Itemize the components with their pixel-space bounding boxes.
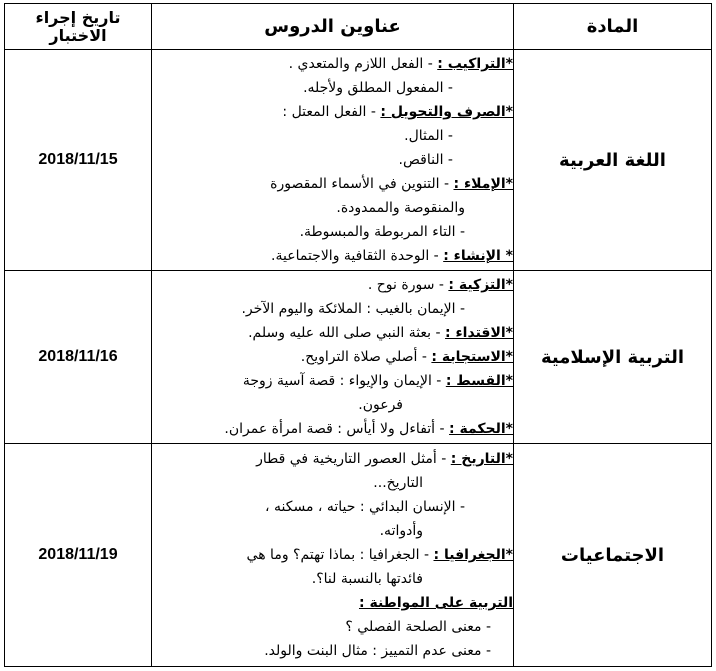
lesson-category: *الحكمة : [449, 421, 513, 437]
lesson-text: - الناقص. [398, 152, 453, 168]
lesson-line [152, 273, 513, 297]
lesson-text: - المثال. [404, 128, 453, 144]
lesson-text: - التاء المربوطة والمبسوطة. [299, 224, 465, 240]
lesson-category: *الاستجابة : [431, 349, 513, 365]
lesson-text: - معنى عدم التمييز : مثال البنت والولد. [264, 643, 491, 659]
exam-date-cell: 2018/11/16 [5, 271, 152, 444]
lesson-line [152, 567, 513, 591]
lesson-line [152, 100, 513, 124]
lesson-category: * الإنشاء : [443, 248, 513, 264]
header-subject: المادة [514, 4, 712, 50]
lesson-text: - معنى الصلحة الفصلي ؟ [345, 619, 491, 635]
header-row [5, 4, 712, 50]
subject-cell: الاجتماعيات [514, 444, 712, 667]
header-exam-date: تاريخ إجراء الاختبار [5, 4, 152, 50]
lesson-category: التربية على المواطنة : [358, 595, 513, 611]
lesson-text: - بعثة النبي صلى الله عليه وسلم. [248, 325, 446, 341]
lesson-line [152, 220, 513, 244]
lesson-text: - أتفاءل ولا أيأس : قصة امرأة عمران. [224, 421, 450, 437]
lesson-line [152, 345, 513, 369]
lesson-line [152, 369, 513, 393]
lesson-line [152, 124, 513, 148]
table-row [5, 271, 712, 444]
lesson-line [152, 471, 513, 495]
subject-cell: التربية الإسلامية [514, 271, 712, 444]
lesson-category: *الصرف والتحويل : [380, 104, 513, 120]
lesson-category: *التاريخ : [450, 451, 513, 467]
lesson-category: *الإملاء : [453, 176, 513, 192]
lesson-line [152, 244, 513, 268]
lesson-line [152, 615, 513, 639]
table-row [5, 444, 712, 667]
lesson-category: *التزكية : [448, 277, 513, 293]
lesson-text: - الإيمان بالغيب : الملائكة واليوم الآخر. [241, 301, 465, 317]
table-row [5, 50, 712, 271]
lesson-text: - الفعل اللازم والمتعدي . [288, 56, 438, 72]
lesson-text: فرعون. [358, 397, 403, 413]
lesson-line [152, 297, 513, 321]
exam-schedule-table [4, 3, 712, 667]
lesson-line [152, 172, 513, 196]
subject-cell: اللغة العربية [514, 50, 712, 271]
lesson-category: *الجغرافيا : [433, 547, 513, 563]
lesson-text: فائدتها بالنسبة لنا؟. [311, 571, 423, 587]
lesson-line [152, 196, 513, 220]
lesson-line [152, 76, 513, 100]
lesson-line [152, 148, 513, 172]
lesson-text: - أمثل العصور التاريخية في قطار [256, 451, 451, 467]
lesson-category: *القسط : [445, 373, 513, 389]
lesson-text: - سورة نوح . [367, 277, 449, 293]
lesson-text: - الفعل المعتل : [282, 104, 381, 120]
lesson-line [152, 447, 513, 471]
lesson-text: وأدواته. [379, 523, 423, 539]
lessons-cell [152, 271, 514, 444]
lessons-cell [152, 444, 514, 667]
lesson-line [152, 495, 513, 519]
lesson-line [152, 321, 513, 345]
exam-date-cell: 2018/11/15 [5, 50, 152, 271]
lesson-text: - المفعول المطلق ولأجله. [303, 80, 453, 96]
lesson-text: التاريخ... [373, 475, 423, 491]
lesson-text: - أصلي صلاة التراويح. [300, 349, 432, 365]
lesson-line [152, 393, 513, 417]
lesson-line [152, 543, 513, 567]
lesson-text: - الإنسان البدائي : حياته ، مسكنه ، [265, 499, 465, 515]
lesson-category: *الاقتداء : [445, 325, 513, 341]
lesson-text: - الإيمان والإيواء : قصة آسية زوجة [242, 373, 446, 389]
exam-date-cell: 2018/11/19 [5, 444, 152, 667]
lesson-text: - التنوين في الأسماء المقصورة [270, 176, 454, 192]
lesson-line [152, 52, 513, 76]
header-lessons: عناوين الدروس [152, 4, 514, 50]
lesson-text: - الجغرافيا : بماذا تهتم؟ وما هي [246, 547, 434, 563]
lesson-line [152, 519, 513, 543]
lesson-line [152, 417, 513, 441]
lesson-category: *التراكيب : [437, 56, 513, 72]
lessons-cell [152, 50, 514, 271]
lesson-line [152, 639, 513, 663]
lesson-text: والمنقوصة والممدودة. [336, 200, 465, 216]
lesson-text: - الوحدة الثقافية والاجتماعية. [271, 248, 444, 264]
lesson-line [152, 591, 513, 615]
